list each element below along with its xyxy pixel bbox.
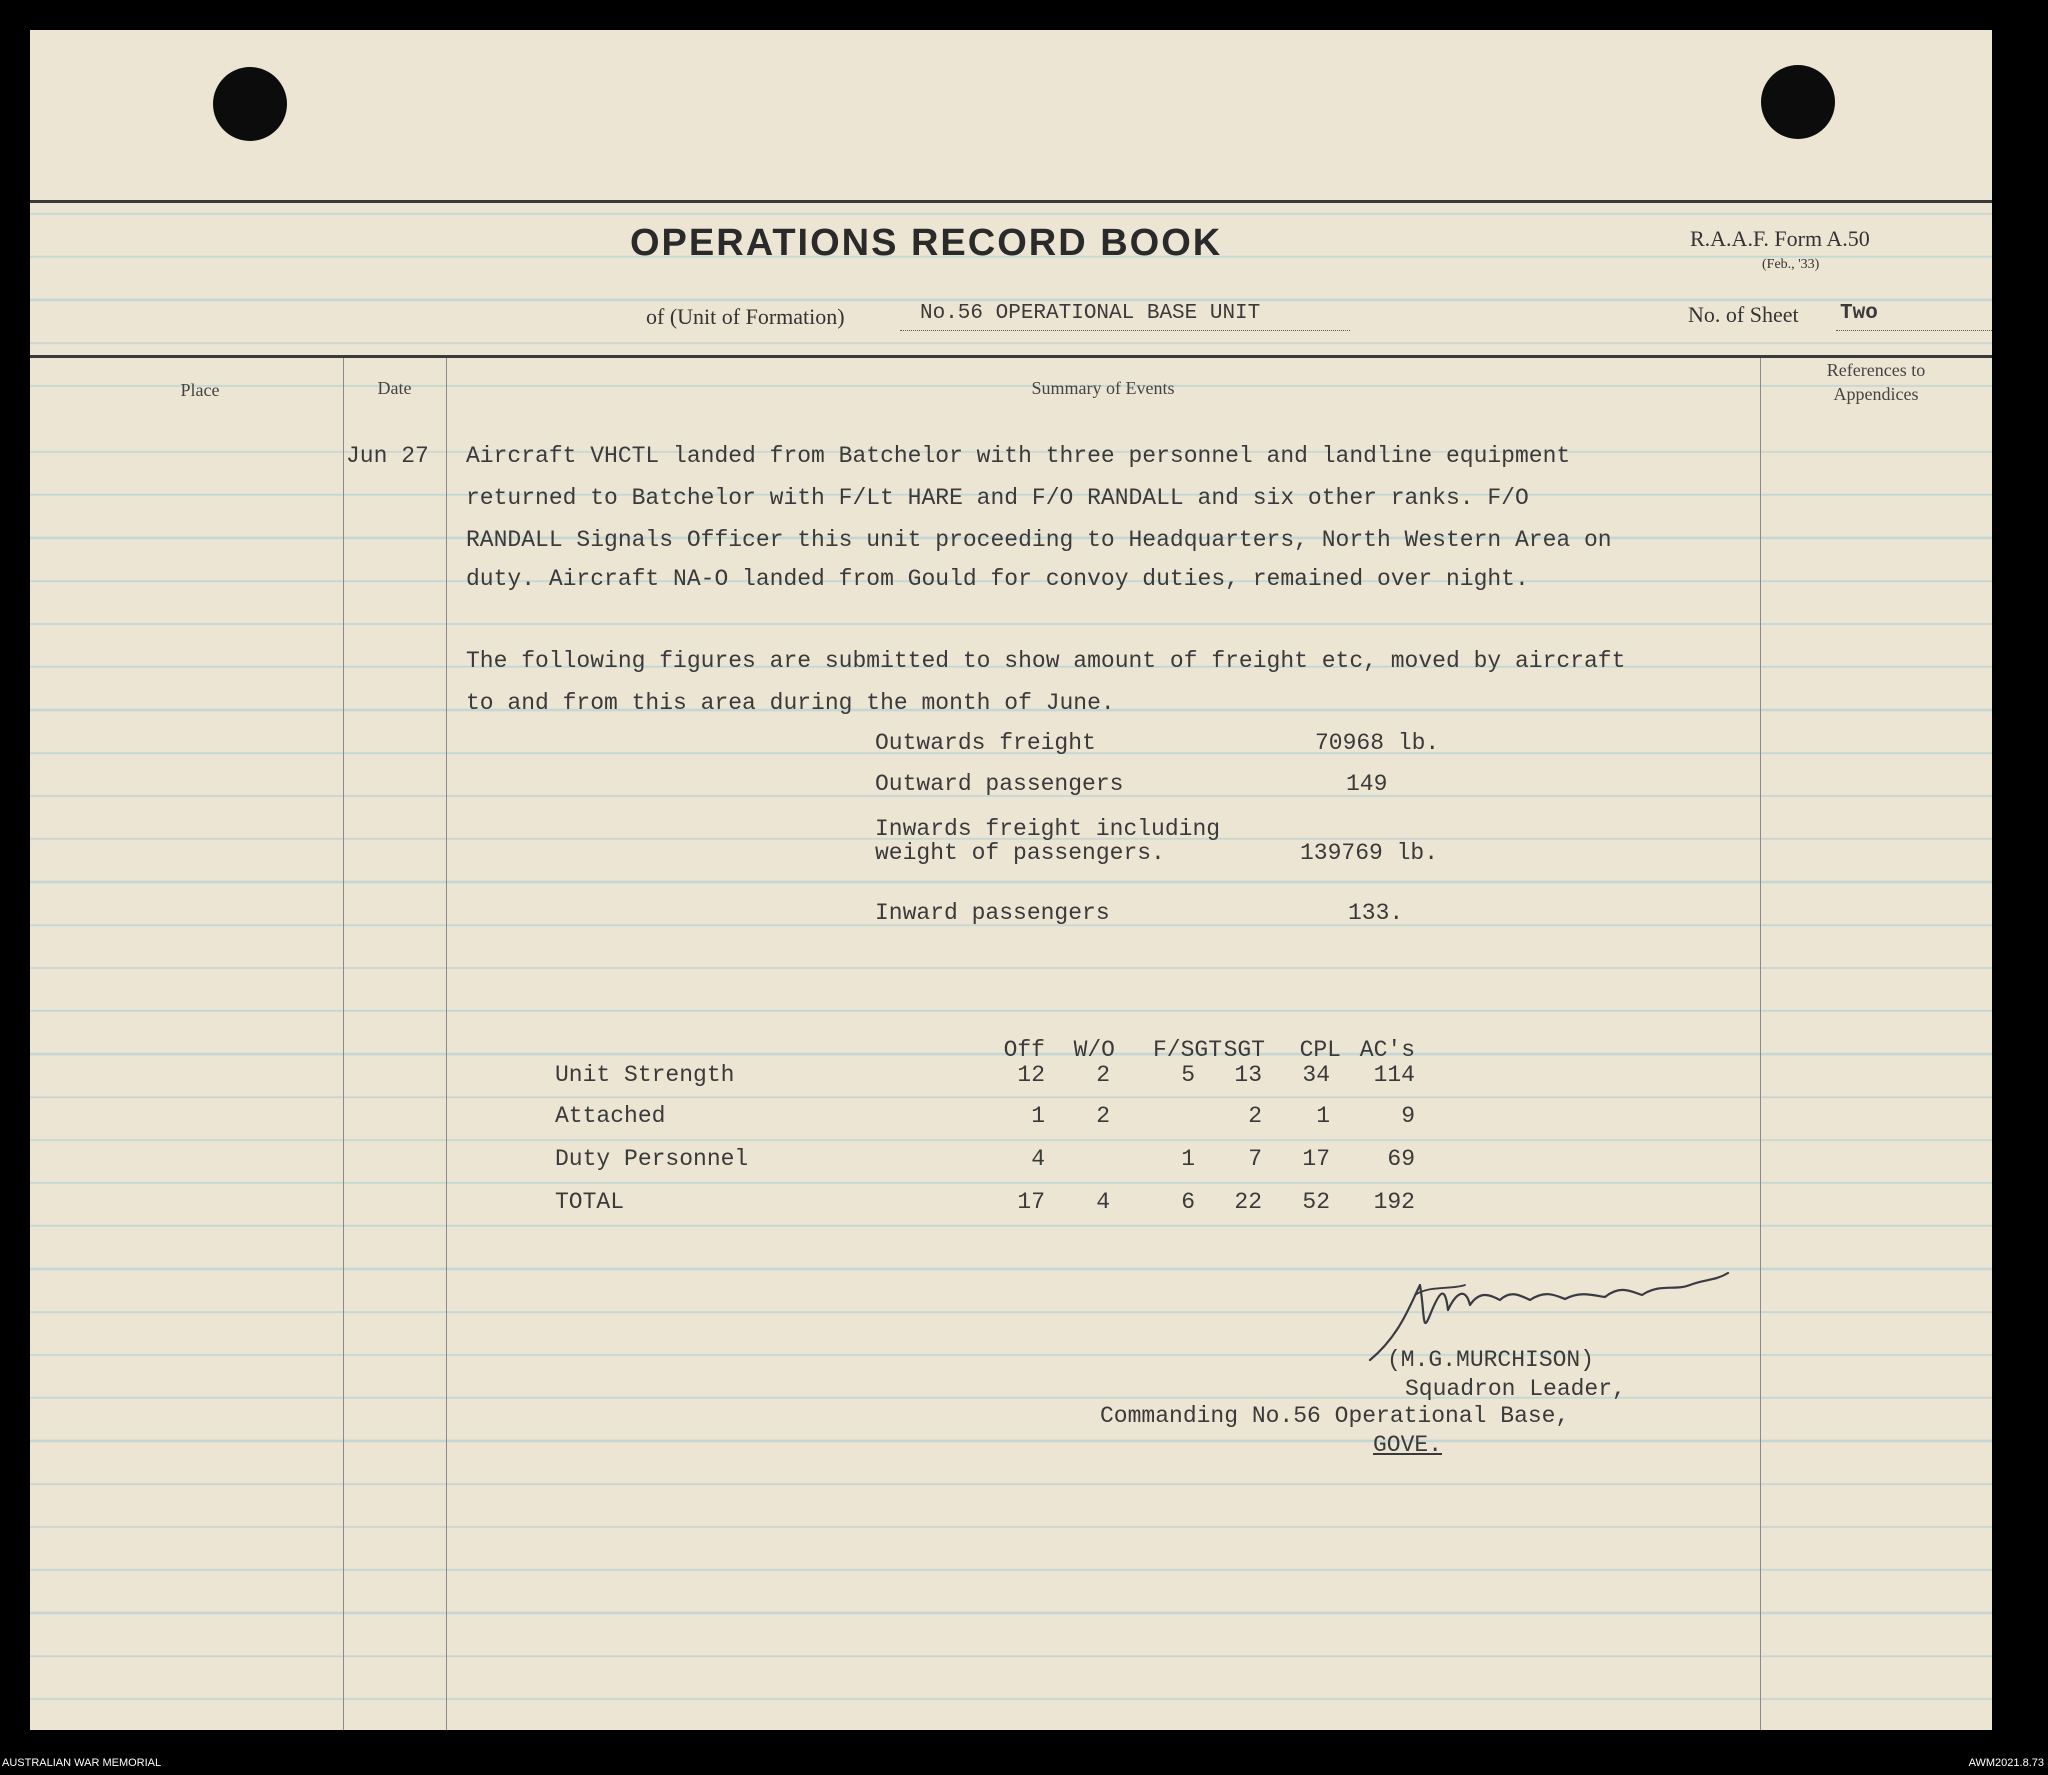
strength-column-header: F/SGT xyxy=(1152,1037,1222,1063)
strength-cell: 13 xyxy=(1234,1062,1262,1088)
sheet-value: Two xyxy=(1840,302,1878,325)
entry-line: returned to Batchelor with F/Lt HARE and F/O RANDALL and six other ranks. F/O xyxy=(466,485,1529,511)
strength-cell: 34 xyxy=(1302,1062,1330,1088)
outward-passengers-value: 149 xyxy=(1346,771,1388,797)
outwards-freight-value: 70968 lb. xyxy=(1315,730,1440,756)
signatory-location: GOVE. xyxy=(1373,1432,1443,1458)
strength-row-label: Unit Strength xyxy=(555,1062,735,1088)
column-heading-date: Date xyxy=(377,378,412,398)
strength-cell: 22 xyxy=(1234,1189,1262,1215)
strength-cell: 2 xyxy=(1096,1103,1110,1129)
outwards-freight-label: Outwards freight xyxy=(875,730,1096,756)
inwards-freight-value: 139769 lb. xyxy=(1300,840,1439,866)
strength-cell: 1 xyxy=(1031,1103,1045,1129)
strength-column-header: Off xyxy=(1003,1037,1045,1063)
strength-cell: 7 xyxy=(1248,1146,1262,1172)
strength-row-label: Attached xyxy=(555,1103,666,1129)
strength-row-label: TOTAL xyxy=(555,1189,625,1215)
punch-hole-left xyxy=(213,67,287,141)
strength-cell: 5 xyxy=(1181,1062,1195,1088)
strength-cell: 52 xyxy=(1302,1189,1330,1215)
entry-line: duty. Aircraft NA-O landed from Gould for convoy duties, remained over night. xyxy=(466,566,1529,592)
unit-label: of (Unit of Formation) xyxy=(646,304,845,329)
punch-hole-right xyxy=(1761,65,1835,139)
freight-intro-line: The following figures are submitted to show amount of freight etc, moved by aircraft xyxy=(466,648,1626,674)
strength-cell: 9 xyxy=(1401,1103,1415,1129)
strength-column-header: W/O xyxy=(1073,1037,1115,1063)
strength-column-header: CPL xyxy=(1299,1037,1341,1063)
column-heading-references-1: References to xyxy=(1826,360,1926,380)
strength-column-header: AC's xyxy=(1359,1037,1415,1063)
strength-cell: 6 xyxy=(1181,1189,1195,1215)
strength-cell: 192 xyxy=(1373,1189,1415,1215)
column-heading-references-2: Appendices xyxy=(1833,384,1919,404)
freight-intro-line: to and from this area during the month of June. xyxy=(466,690,1115,716)
entry-date: Jun 27 xyxy=(346,443,429,469)
document-page xyxy=(30,30,1992,1730)
column-rule-summary xyxy=(1760,358,1761,1730)
header-bottom-rule xyxy=(30,355,1992,358)
signatory-name: (M.G.MURCHISON) xyxy=(1387,1347,1595,1373)
column-heading-summary: Summary of Events xyxy=(1031,378,1175,398)
column-heading-place: Place xyxy=(180,380,220,400)
outward-passengers-label: Outward passengers xyxy=(875,771,1124,797)
strength-row-label: Duty Personnel xyxy=(555,1146,749,1172)
header-top-rule xyxy=(30,200,1992,203)
inwards-freight-label-1: Inwards freight including xyxy=(875,816,1221,842)
sheet-label: No. of Sheet xyxy=(1688,302,1799,327)
strength-cell: 2 xyxy=(1096,1062,1110,1088)
strength-cell: 17 xyxy=(1017,1189,1045,1215)
strength-cell: 12 xyxy=(1017,1062,1045,1088)
form-name: R.A.A.F. Form A.50 xyxy=(1690,226,1870,251)
inwards-freight-label-2: weight of passengers. xyxy=(875,840,1165,866)
unit-value: No.56 OPERATIONAL BASE UNIT xyxy=(920,302,1261,325)
strength-cell: 114 xyxy=(1373,1062,1415,1088)
page-top-margin xyxy=(30,30,1992,202)
unit-underline xyxy=(900,330,1350,331)
inward-passengers-value: 133. xyxy=(1348,900,1404,926)
footer-archive-name: AUSTRALIAN WAR MEMORIAL xyxy=(2,1757,162,1769)
strength-column-header: SGT xyxy=(1223,1037,1265,1063)
strength-cell: 4 xyxy=(1031,1146,1045,1172)
strength-cell: 4 xyxy=(1096,1189,1110,1215)
entry-line: RANDALL Signals Officer this unit proceeding to Headquarters, North Western Area on xyxy=(466,527,1612,553)
strength-cell: 1 xyxy=(1181,1146,1195,1172)
strength-cell: 69 xyxy=(1387,1146,1415,1172)
page-title: OPERATIONS RECORD BOOK xyxy=(630,222,1223,264)
form-date: (Feb., '33) xyxy=(1762,257,1820,272)
strength-cell: 1 xyxy=(1316,1103,1330,1129)
column-rule-date xyxy=(446,358,447,1730)
signatory-command: Commanding No.56 Operational Base, xyxy=(1100,1403,1570,1429)
inward-passengers-label: Inward passengers xyxy=(875,900,1110,926)
strength-cell: 17 xyxy=(1302,1146,1330,1172)
entry-line: Aircraft VHCTL landed from Batchelor with three personnel and landline equipment xyxy=(466,443,1571,469)
strength-cell: 2 xyxy=(1248,1103,1262,1129)
sheet-underline xyxy=(1836,330,1992,331)
signatory-rank: Squadron Leader, xyxy=(1405,1376,1626,1402)
column-rule-place xyxy=(343,358,344,1730)
footer-accession-number: AWM2021.8.73 xyxy=(1968,1757,2044,1769)
